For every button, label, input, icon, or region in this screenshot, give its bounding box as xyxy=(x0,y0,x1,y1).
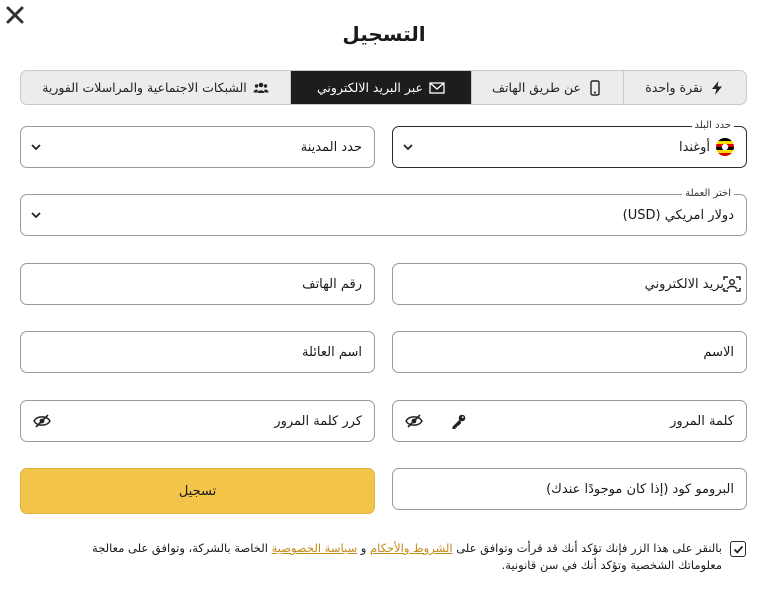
country-legend: حدد البلد xyxy=(692,120,734,132)
consent-block xyxy=(60,540,746,574)
email-field[interactable] xyxy=(392,263,747,305)
phone-placeholder: رقم الهاتف xyxy=(302,276,362,292)
last-name-field[interactable] xyxy=(20,331,375,373)
eye-slash-icon[interactable] xyxy=(33,414,51,428)
envelope-icon xyxy=(429,80,445,96)
register-button[interactable]: تسجيل xyxy=(20,468,375,514)
chevron-down-icon xyxy=(402,141,414,153)
uganda-flag-icon xyxy=(716,138,734,156)
city-select[interactable] xyxy=(20,126,375,168)
consent-text xyxy=(60,540,722,574)
promo-code-field[interactable] xyxy=(392,468,747,510)
page-title: التسجيل xyxy=(342,22,426,46)
tab-label: عبر البريد الالكتروني xyxy=(317,80,423,95)
privacy-policy-link[interactable]: سياسة الخصوصية xyxy=(271,541,358,555)
chevron-down-icon xyxy=(30,209,42,221)
email-placeholder: بريد الالكتروني xyxy=(644,276,724,292)
id-card-icon xyxy=(722,274,742,294)
phone-icon xyxy=(587,80,603,96)
promo-placeholder: البرومو كود (إذا كان موجودًا عندك) xyxy=(546,481,734,497)
repeat-password-placeholder: كرر كلمة المرور xyxy=(274,413,362,429)
registration-tabs xyxy=(20,70,747,105)
currency-select[interactable] xyxy=(20,188,747,236)
tab-one-click[interactable] xyxy=(623,71,746,104)
tab-label: عن طريق الهاتف xyxy=(492,80,581,95)
tab-email[interactable] xyxy=(290,71,471,104)
country-value: أوغندا xyxy=(678,139,710,155)
key-icon[interactable] xyxy=(451,413,467,429)
currency-legend: اختر العملة xyxy=(682,188,734,200)
chevron-down-icon xyxy=(30,141,42,153)
checkmark-icon xyxy=(733,544,744,555)
country-select[interactable] xyxy=(392,120,747,168)
password-placeholder: كلمة المرور xyxy=(670,413,734,429)
currency-value: دولار امريكي (USD) xyxy=(622,207,734,223)
terms-link[interactable]: الشروط والأحكام xyxy=(369,541,453,555)
phone-field[interactable] xyxy=(20,263,375,305)
consent-text-part3: الخاصة بالشركة، وتوافق على معالجة معلوماتك الشخصية وتؤكد أنك في سن قانونية. xyxy=(92,541,722,572)
password-field[interactable] xyxy=(392,400,747,442)
first-name-field[interactable] xyxy=(392,331,747,373)
eye-slash-icon[interactable] xyxy=(405,414,423,428)
repeat-password-field[interactable] xyxy=(20,400,375,442)
users-icon xyxy=(253,80,269,96)
consent-text-part2: و xyxy=(360,541,367,555)
tab-phone[interactable] xyxy=(471,71,623,104)
city-value: حدد المدينة xyxy=(300,139,362,155)
tab-social-networks[interactable] xyxy=(21,71,290,104)
first-name-placeholder: الاسم xyxy=(703,344,734,360)
lightning-icon xyxy=(709,80,725,96)
consent-text-part1: بالنقر على هذا الزر فإنك تؤكد أنك قد قرأت وتوافق على xyxy=(456,541,722,555)
tab-label: الشبكات الاجتماعية والمراسلات الفورية xyxy=(42,80,247,95)
tab-label: نقرة واحدة xyxy=(645,80,703,95)
last-name-placeholder: اسم العائلة xyxy=(302,344,362,360)
consent-checkbox[interactable] xyxy=(730,541,746,557)
